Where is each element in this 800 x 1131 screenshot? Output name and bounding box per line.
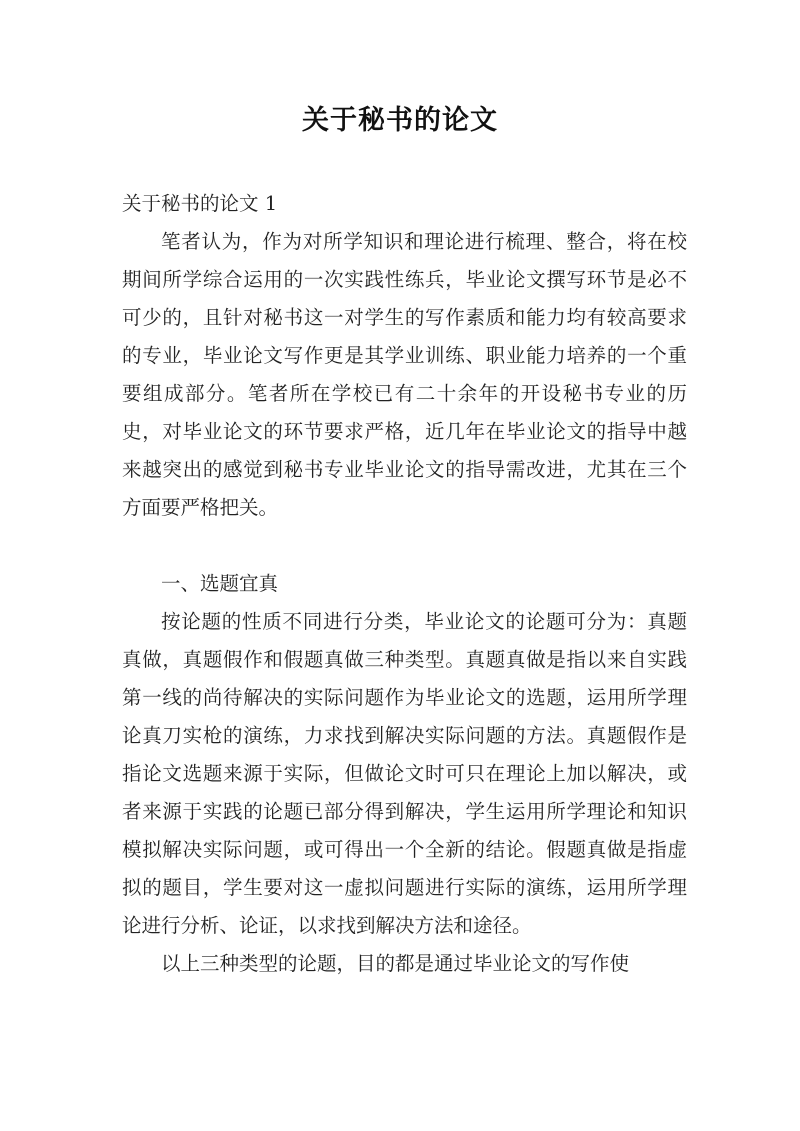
paragraph-topic-purpose: 以上三种类型的论题，目的都是通过毕业论文的写作使	[161, 952, 630, 975]
section-heading-topic: 一、选题宜真	[161, 572, 279, 595]
paragraph-intro: 笔者认为，作为对所学知识和理论进行梳理、整合，将在校期间所学综合运用的一次实践性练兵，毕业论文撰写环节是必不可少的，且针对秘书这一对学生的写作素质和能力均有较高要求的专业，毕业论文写作更是其学业训练、职业能力培养的一个重要组成部分。笔者所在学校已有二十余年的开设秘书专业的历史，对毕业论文的环节要求严格，近几年在毕业论文的指导中越来越突出的感觉到秘书专业毕业论文的指导需改进，尤其在三个方面要严格把关。	[122, 230, 687, 519]
paragraph-topic-types: 按论题的性质不同进行分类，毕业论文的论题可分为：真题真做，真题假作和假题真做三种类型。真题真做是指以来自实践第一线的尚待解决的实际问题作为毕业论文的选题，运用所学理论真刀实枪的演练，力求找到解决实际问题的方法。真题假作是指论文选题来源于实际，但做论文时可只在理论上加以解决，或者来源于实践的论题已部分得到解决，学生运用所学理论和知识模拟解决实际问题，或可得出一个全新的结论。假题真做是指虚拟的题目，学生要对这一虚拟问题进行实际的演练，运用所学理论进行分析、论证，以求找到解决方法和途径。	[122, 610, 687, 937]
document-body	[122, 185, 687, 983]
paragraph-spacer	[122, 527, 687, 565]
section-label: 关于秘书的论文 1	[122, 192, 278, 215]
document-title: 关于秘书的论文	[302, 105, 498, 136]
